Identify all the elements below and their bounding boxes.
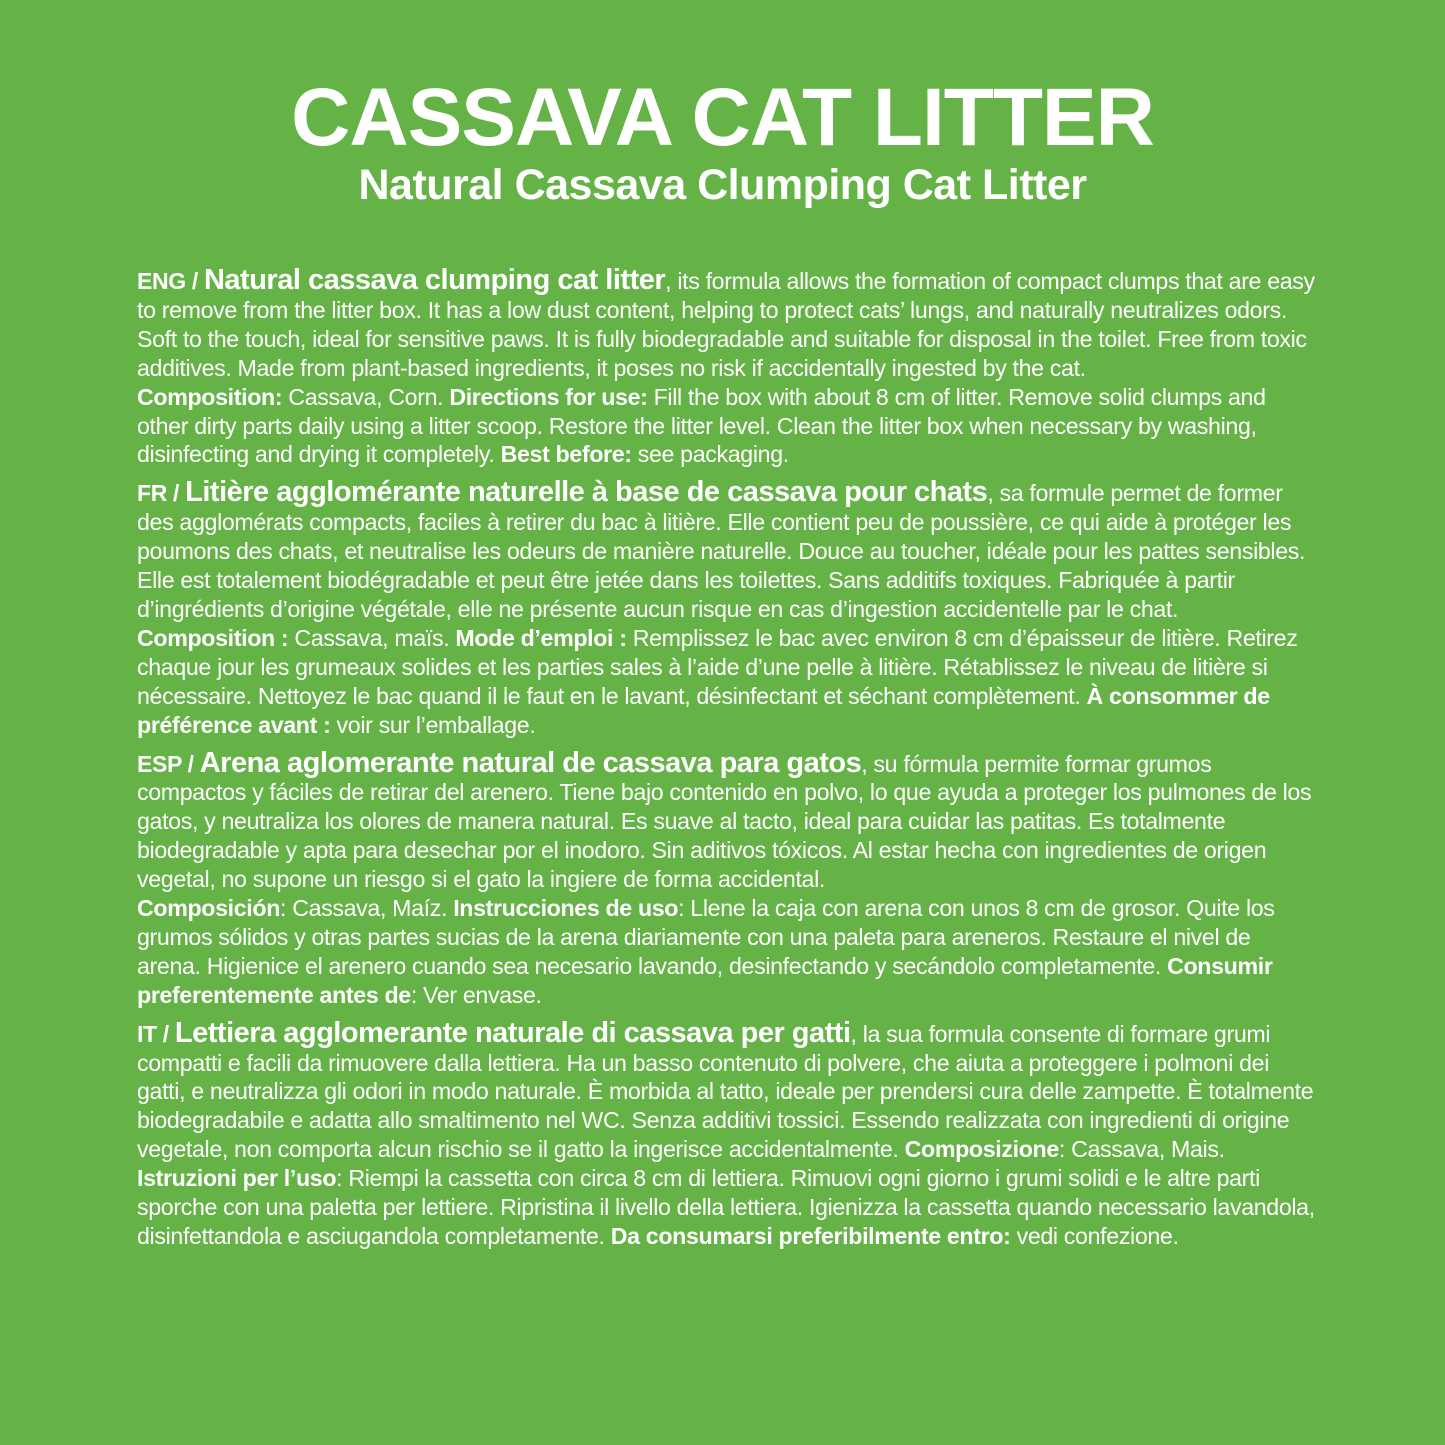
- composition-value-fr: Cassava, maïs.: [288, 624, 456, 651]
- description-eng: , its formula allows the formation of compact clumps that are easy to remove from the litter box. It has a low dust content, helping to protect cats’ lungs, and naturally neutralizes odors. Soft to the touch, ideal for sensitive paws. It is fully biodegradable and suitable for disposal in the toilet. Free from toxic additives. Made from plant-based ingredients, it poses no risk if accidentally ingested by the cat.: [137, 268, 1315, 381]
- composition-value-eng: Cassava, Corn.: [282, 383, 450, 410]
- directions-value-esp: : Llene la caja con arena con unos 8 cm de grosor. Quite los grumos sólidos y otras partes sucias de la arena diariamente con una paleta para areneros. Restaure el nivel de arena. Higienice el arenero cuando sea necesario lavando, desinfectando y secándolo completamente.: [137, 895, 1275, 979]
- page-title: CASSAVA CAT LITTER: [291, 72, 1154, 163]
- best-before-value-eng: see packaging.: [631, 441, 789, 468]
- composition-value-it: : Cassava, Mais.: [1058, 1136, 1225, 1163]
- best-before-value-fr: voir sur l’emballage.: [330, 711, 536, 738]
- headline-eng: Natural cassava clumping cat litter: [203, 264, 666, 296]
- section-esp: [137, 746, 1317, 1010]
- best-before-label-eng: Best before:: [500, 441, 632, 468]
- directions-label-it: Istruzioni per l’uso: [137, 1165, 337, 1192]
- best-before-label-fr: À consommer de préférence avant :: [137, 682, 1270, 738]
- directions-label-eng: Directions for use:: [449, 383, 648, 410]
- page-subtitle: Natural Cassava Clumping Cat Litter: [358, 161, 1087, 209]
- headline-it: Lettiera agglomerante naturale di cassava per gatti: [174, 1016, 851, 1049]
- directions-value-fr: Remplissez le bac avec environ 8 cm d’épaisseur de litière. Retirez chaque jour les grumeaux solides et les parties sales à l’aide d’une pelle à litière. Rétablissez le niveau de litière si nécessaire. Nettoyez le bac quand il le faut en le lavant, désinfectant et séchant complètement.: [137, 624, 1298, 709]
- lang-code-esp: ESP /: [137, 750, 194, 777]
- composition-label-it: Composizione: [904, 1136, 1059, 1163]
- description-esp: , su fórmula permite formar grumos compactos y fáciles de retirar del arenero. Tiene bajo contenido en polvo, lo que ayuda a proteger los pulmones de los gatos, y neutraliza los olores de manera natural. Es suave al tacto, ideal para cuidar las patitas. Es totalmente biodegradable y apta para desechar por el inodoro. Sin aditivos tóxicos. Al estar hecha con ingredientes de origen vegetal, no supone un riesgo si el gato la ingiere de forma accidental.: [137, 750, 1312, 893]
- composition-value-esp: : Cassava, Maíz.: [280, 895, 454, 922]
- composition-label-fr: Composition :: [137, 624, 289, 651]
- header: [0, 72, 1445, 210]
- composition-label-eng: Composition:: [137, 383, 283, 410]
- lang-code-it: IT /: [137, 1020, 169, 1047]
- description-content: [137, 266, 1317, 1260]
- section-fr: [137, 478, 1317, 739]
- composition-label-esp: Composición: [137, 895, 281, 922]
- lang-code-fr: FR /: [137, 480, 180, 507]
- best-before-label-it: Da consumarsi preferibilmente entro:: [610, 1223, 1011, 1249]
- directions-value-eng: Fill the box with about 8 cm of litter. Remove solid clumps and other dirty parts daily using a litter scoop. Restore the litter level. Clean the litter box when necessary by washing, disinfecting and drying it completely.: [137, 383, 1266, 468]
- directions-value-it: : Riempi la cassetta con circa 8 cm di lettiera. Rimuovi ogni giorno i grumi solidi e le altre parti sporche con una paletta per lettiere. Ripristina il livello della lettiera. Igienizza la cassetta quando necessario lavandola, disinfettandola e asciugandola completamente.: [137, 1165, 1315, 1249]
- description-it: , la sua formula consente di formare grumi compatti e facili da rimuovere dalla lettiera. Ha un basso contenuto di polvere, che aiuta a proteggere i polmoni dei gatti, e neutralizza gli odori in modo naturale. È morbida al tatto, ideale per prendersi cura delle zampette. È totalmente biodegradabile e adatta allo smaltimento nel WC. Senza additivi tossici. Essendo realizzata con ingredienti di origine vegetale, non comporta alcun rischio se il gatto la ingerisce accidentalmente.: [137, 1020, 1314, 1163]
- directions-label-fr: Mode d’emploi :: [455, 624, 627, 651]
- headline-esp: Arena aglomerante natural de cassava para gatos: [199, 746, 862, 779]
- lang-code-eng: ENG /: [137, 268, 198, 294]
- headline-fr: Litière agglomérante naturelle à base de cassava pour chats: [185, 476, 988, 509]
- best-before-value-it: vedi confezione.: [1010, 1223, 1179, 1249]
- best-before-value-esp: : Ver envase.: [410, 981, 542, 1008]
- section-it: [137, 1016, 1317, 1251]
- description-fr: , sa formule permet de former des agglomérats compacts, faciles à retirer du bac à litière. Elle contient peu de poussière, ce qui aide à protéger les poumons des chats, et neutralise les odeurs de manière naturelle. Douce au toucher, idéale pour les pattes sensibles. Elle est totalement biodégradable et peut être jetée dans les toilettes. Sans additifs toxiques. Fabriquée à partir d’ingrédients d’origine végétale, elle ne présente aucun risque en cas d’ingestion accidentelle par le chat.: [137, 480, 1306, 622]
- directions-label-esp: Instrucciones de uso: [453, 895, 679, 922]
- best-before-label-esp: Consumir preferentemente antes de: [137, 952, 1273, 1008]
- section-eng: [137, 266, 1317, 469]
